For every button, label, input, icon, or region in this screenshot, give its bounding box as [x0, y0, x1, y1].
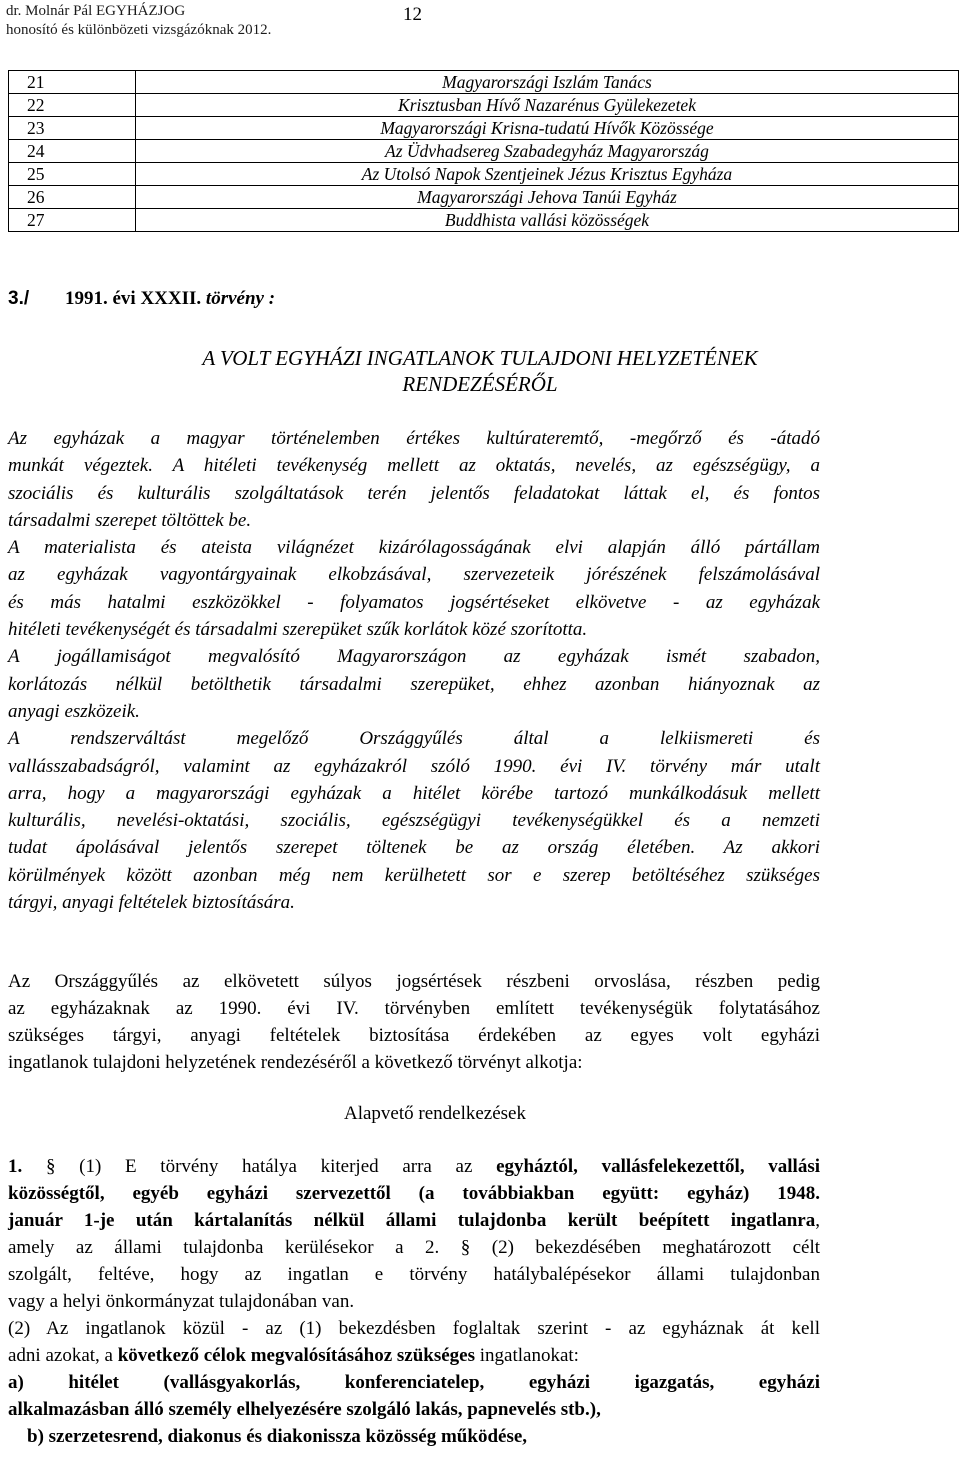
church-number: 27	[9, 209, 136, 232]
church-name: Buddhista vallási közösségek	[136, 209, 959, 232]
s1-line	[8, 1369, 820, 1396]
section-1	[8, 1153, 820, 1450]
preamble-line: A rendszerváltást megelőző Országgyűlés által a lelkiismereti és	[8, 728, 820, 750]
s1-line	[8, 1423, 820, 1450]
s1-line	[8, 1342, 820, 1369]
preamble-line: munkát végeztek. A hitéleti tevékenység mellett az oktatás, nevelés, az egészségügy, a	[8, 455, 820, 477]
church-row	[9, 94, 959, 117]
law-title-line: A VOLT EGYHÁZI INGATLANOK TULAJDONI HELYZETÉNEK	[202, 346, 758, 370]
s1-bold: következő célok megvalósításához szükséges	[117, 1345, 476, 1366]
church-name: Krisztusban Hívő Nazarénus Gyülekezetek	[136, 94, 959, 117]
church-row	[9, 140, 959, 163]
preamble-paragraph	[8, 725, 820, 916]
preamble-line: tárgyi, anyagi feltételek biztosítására.	[8, 892, 295, 914]
s1-line: vagy a helyi önkormányzat tulajdonában van.	[8, 1291, 355, 1312]
section-number: 1.	[8, 1156, 23, 1177]
preamble-paragraph	[8, 425, 820, 534]
church-number: 26	[9, 186, 136, 209]
preamble-line: tudat ápolásával jelentős szerepet töltenek be az ország életében. Az akkori	[8, 837, 820, 859]
preamble-line: körülmények között azonban még nem kerülhetett sor e szerep betöltéséhez szükséges	[8, 864, 820, 886]
preamble-line: társadalmi szerepet töltöttek be.	[8, 509, 252, 531]
church-number: 24	[9, 140, 136, 163]
preamble-line: az egyházak vagyontárgyainak elkobzásával, szervezeteik jórészének felszámolásával	[8, 564, 820, 586]
enactment-line: szükséges tárgyi, anyagi feltételek biztosítása érdekében az egyes volt egyházi	[8, 1025, 820, 1046]
preamble	[8, 425, 820, 916]
law-title-line: RENDEZÉSÉRŐL	[402, 372, 558, 396]
preamble-line: hitéleti tevékenységét és társadalmi szerepüket szűk korlátok közé szorította.	[8, 619, 588, 641]
page-number: 12	[403, 4, 422, 25]
s1-line: szolgált, feltéve, hogy az ingatlan e törvény hatálybalépésekor állami tulajdonban	[8, 1264, 820, 1285]
preamble-line: kulturális, nevelési-oktatási, szociális, egészségügyi tevékenységükkel és a nemzeti	[8, 810, 820, 832]
law-number: 3./	[8, 288, 30, 309]
preamble-line: anyagi eszközeik.	[8, 700, 140, 722]
preamble-line: arra, hogy a magyarországi egyházak a hitélet körébe tartozó munkálkodásuk mellett	[8, 782, 820, 804]
section-heading: Alapvető rendelkezések	[344, 1103, 526, 1124]
preamble-line: Az egyházak a magyar történelemben értékes kultúrateremtő, -megőrző és -átadó	[8, 428, 820, 449]
church-number: 25	[9, 163, 136, 186]
preamble-line: A jogállamiságot megvalósító Magyarországon az egyházak ismét szabadon,	[8, 646, 820, 668]
s1-item-b: b) szerzetesrend, diakonus és diakonissza közösség működése,	[27, 1426, 528, 1447]
preamble-line: és más hatalmi eszközökkel - folyamatos jogsértéseket elkövetve - az egyházak	[8, 591, 820, 613]
s1-text: ingatlanokat:	[479, 1345, 579, 1366]
enactment-clause	[8, 968, 820, 1076]
preamble-paragraph	[8, 534, 820, 643]
church-number: 23	[9, 117, 136, 140]
church-name: Az Utolsó Napok Szentjeinek Jézus Krisztus Egyháza	[136, 163, 959, 186]
law-title	[0, 345, 960, 397]
preamble-paragraph	[8, 643, 820, 725]
s1-line: amely az állami tulajdonba kerülésekor a 2. § (2) bekezdésében meghatározott célt	[8, 1237, 820, 1258]
church-row	[9, 163, 959, 186]
church-name: Magyarországi Iszlám Tanács	[136, 71, 959, 94]
church-table	[8, 70, 959, 232]
s1-item-a: alkalmazásban álló személy elhelyezésére szolgáló lakás, papnevelés stb.),	[8, 1399, 601, 1420]
church-name: Az Üdvhadsereg Szabadegyház Magyarország	[136, 140, 959, 163]
header-author: dr. Molnár Pál EGYHÁZJOG	[6, 3, 186, 19]
church-row	[9, 117, 959, 140]
s1-line: (2) Az ingatlanok közül - az (1) bekezdésben foglaltak szerint - az egyháznak át kell	[8, 1318, 820, 1339]
enactment-line: Az Országgyűlés az elkövetett súlyos jogsértések részbeni orvoslása, részben pedig	[8, 971, 820, 992]
preamble-line: A materialista és ateista világnézet kizárólagosságának elvi alapján álló pártállam	[8, 537, 820, 559]
s1-line	[8, 1153, 820, 1180]
church-row	[9, 71, 959, 94]
church-number: 21	[9, 71, 136, 94]
enactment-line: az egyházaknak az 1990. évi IV. törvényben említett tevékenységük folytatásához	[8, 998, 820, 1019]
church-row	[9, 186, 959, 209]
law-citation: 1991. évi XXXII.	[65, 288, 202, 309]
s1-bold: közösségtől, egyéb egyházi szervezettől (a továbbiakban együtt: egyház) 1948.	[8, 1183, 820, 1204]
preamble-line: szociális és kulturális szolgáltatások terén jelentős feladatokat láttak el, és fontos	[8, 482, 820, 504]
s1-line	[8, 1207, 820, 1234]
s1-text: adni azokat, a	[8, 1345, 113, 1366]
s1-bold: január 1-je után kártalanítás nélkül állami tulajdonba került beépített ingatlanra	[8, 1210, 816, 1231]
enactment-line: ingatlanok tulajdoni helyzetének rendezéséről a következő törvényt alkotja:	[8, 1052, 583, 1073]
church-name: Magyarországi Krisna-tudatú Hívők Közössége	[136, 117, 959, 140]
running-header	[6, 2, 271, 40]
preamble-line: vallásszabadságról, valamint az egyházakról szóló 1990. évi IV. törvény már utalt	[8, 755, 820, 777]
law-reference	[8, 288, 275, 310]
church-row	[9, 209, 959, 232]
s1-item-a: a) hitélet (vallásgyakorlás, konferenciatelep, egyházi igazgatás, egyházi	[8, 1372, 820, 1393]
s1-text: ,	[815, 1210, 820, 1231]
church-name: Magyarországi Jehova Tanúi Egyház	[136, 186, 959, 209]
s1-line	[8, 1396, 820, 1423]
church-number: 22	[9, 94, 136, 117]
s1-text: § (1) E törvény hatálya kiterjed arra az	[45, 1156, 473, 1177]
header-subtitle: honosító és különbözeti vizsgázóknak 2012.	[6, 22, 272, 38]
s1-bold: egyháztól, vallásfelekezettől, vallási	[496, 1156, 821, 1177]
law-type: törvény :	[205, 288, 276, 309]
s1-line	[8, 1180, 820, 1207]
preamble-line: korlátozás nélkül betölthetik társadalmi szerepüket, ehhez azonban hiányoznak az	[8, 673, 820, 695]
